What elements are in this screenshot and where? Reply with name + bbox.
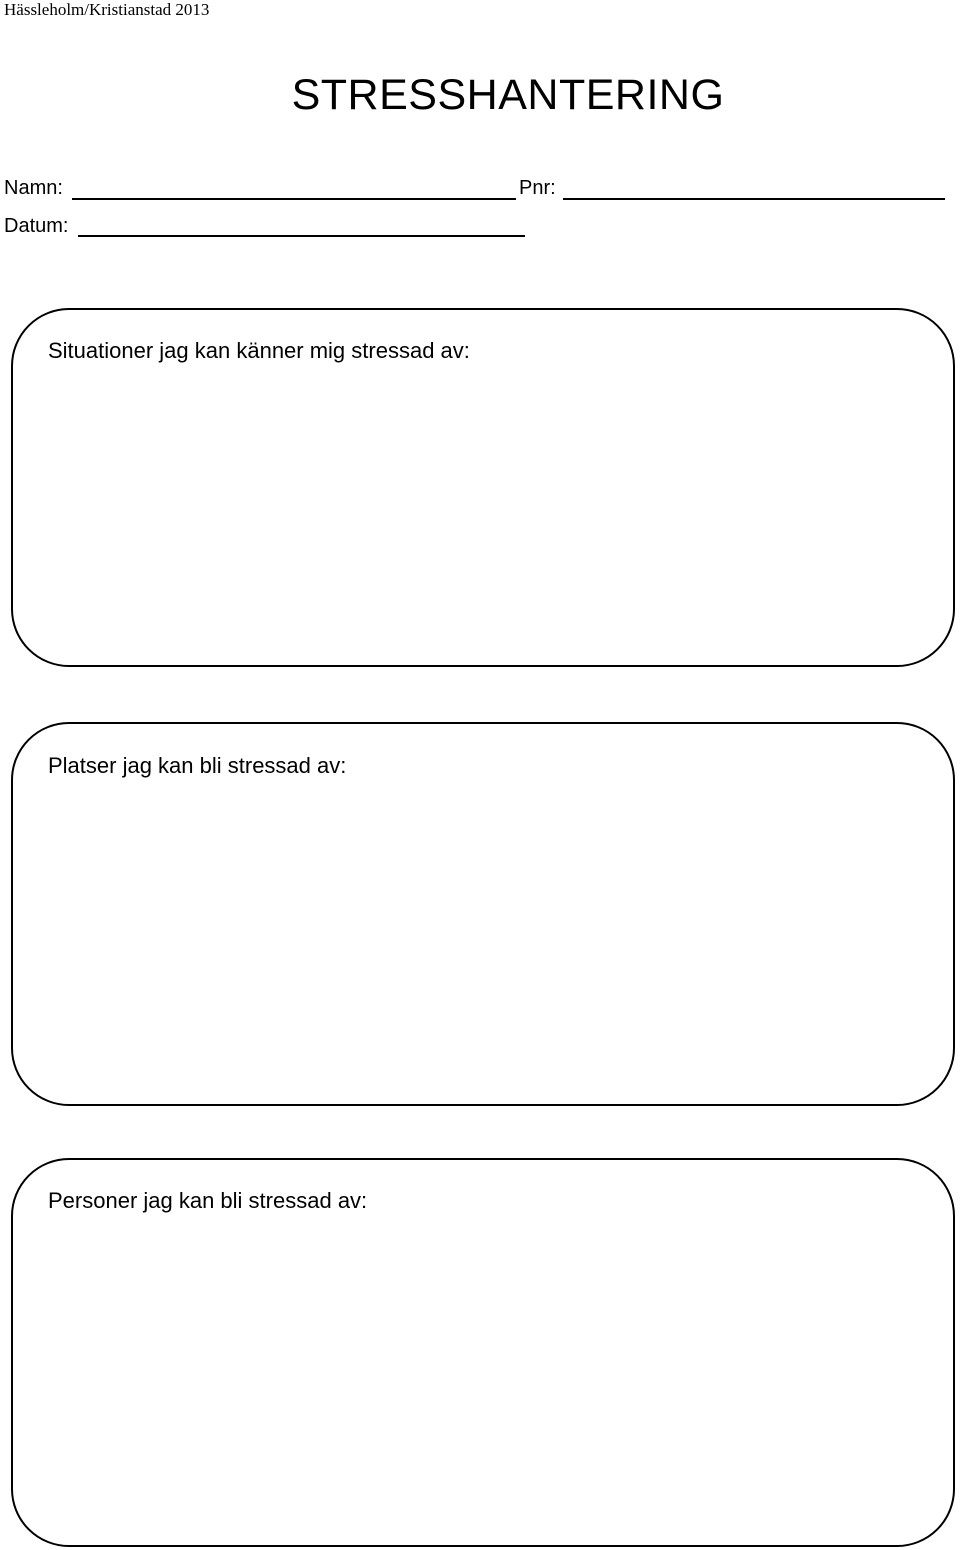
pnr-field[interactable] (563, 198, 945, 200)
datum-label: Datum: (4, 215, 69, 237)
header-note: Hässleholm/Kristianstad 2013 (4, 0, 210, 19)
personer-box[interactable] (11, 1158, 955, 1547)
personer-label: Personer jag kan bli stressad av: (48, 1188, 368, 1213)
namn-field[interactable] (72, 198, 516, 200)
platser-label: Platser jag kan bli stressad av: (48, 753, 347, 778)
datum-field[interactable] (78, 235, 525, 237)
pnr-label: Pnr: (519, 177, 556, 199)
page-title: STRESSHANTERING (291, 71, 725, 119)
platser-box[interactable] (11, 722, 955, 1106)
situationer-box[interactable] (11, 308, 955, 667)
namn-label: Namn: (4, 177, 63, 199)
situationer-label: Situationer jag kan känner mig stressad av: (48, 338, 470, 363)
